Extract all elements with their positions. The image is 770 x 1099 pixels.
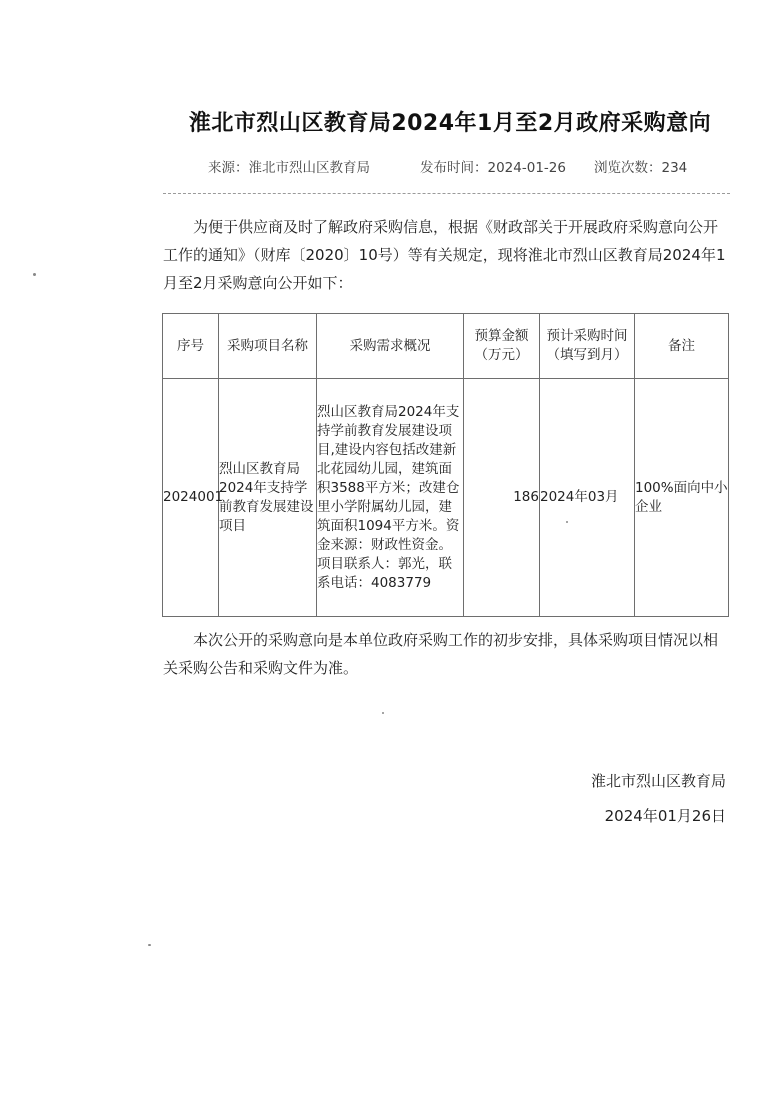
date-value: 2024-01-26 <box>487 160 566 176</box>
scan-speck <box>382 712 384 714</box>
table-row <box>163 379 729 617</box>
table-header-row <box>163 314 729 379</box>
header-requirement: 采购需求概况 <box>317 314 464 379</box>
intro-paragraph: 为便于供应商及时了解政府采购信息，根据《财政部关于开展政府采购意向公开工作的通知》（财库〔2020〕10号）等有关规定，现将淮北市烈山区教育局2024年1月至2月采购意向公开如下： <box>163 218 726 292</box>
scan-speck <box>148 944 151 946</box>
views-value: 234 <box>661 160 688 176</box>
signature-date: 2024年01月26日 <box>604 807 726 825</box>
cell-budget: 186 <box>464 379 540 617</box>
views-label: 浏览次数： <box>594 160 662 176</box>
signature-organization: 淮北市烈山区教育局 <box>590 772 726 790</box>
closing-paragraph: 本次公开的采购意向是本单位政府采购工作的初步安排，具体采购项目情况以相关采购公告和采购文件为准。 <box>163 631 719 677</box>
page-title: 淮北市烈山区教育局2024年1月至2月政府采购意向 <box>188 111 712 136</box>
scan-speck <box>33 273 36 276</box>
scan-speck <box>566 521 568 523</box>
meta-view-count <box>594 156 687 176</box>
header-project-name: 采购项目名称 <box>219 314 317 379</box>
meta-source <box>208 156 370 176</box>
header-divider <box>163 193 730 194</box>
cell-seq: 2024001 <box>163 379 219 617</box>
cell-project-name: 烈山区教育局2024年支持学前教育发展建设项目 <box>219 379 317 617</box>
header-seq: 序号 <box>163 314 219 379</box>
date-label: 发布时间： <box>420 160 488 176</box>
source-label: 来源： <box>208 160 249 176</box>
source-value: 淮北市烈山区教育局 <box>248 160 370 176</box>
header-budget: 预算金额（万元） <box>464 314 540 379</box>
procurement-table <box>162 313 729 617</box>
cell-note: 100%面向中小企业 <box>635 379 729 617</box>
meta-publish-date <box>420 156 566 176</box>
header-procurement-time: 预计采购时间（填写到月） <box>540 314 635 379</box>
cell-requirement: 烈山区教育局2024年支持学前教育发展建设项目,建设内容包括改建新北花园幼儿园，建筑面积3588平方米；改建仓里小学附属幼儿园，建筑面积1094平方米。资金来源：财政性资金。项目联系人：郭光，联系电话：4083779 <box>317 379 464 617</box>
cell-procurement-time: 2024年03月 <box>540 379 635 617</box>
header-note: 备注 <box>635 314 729 379</box>
